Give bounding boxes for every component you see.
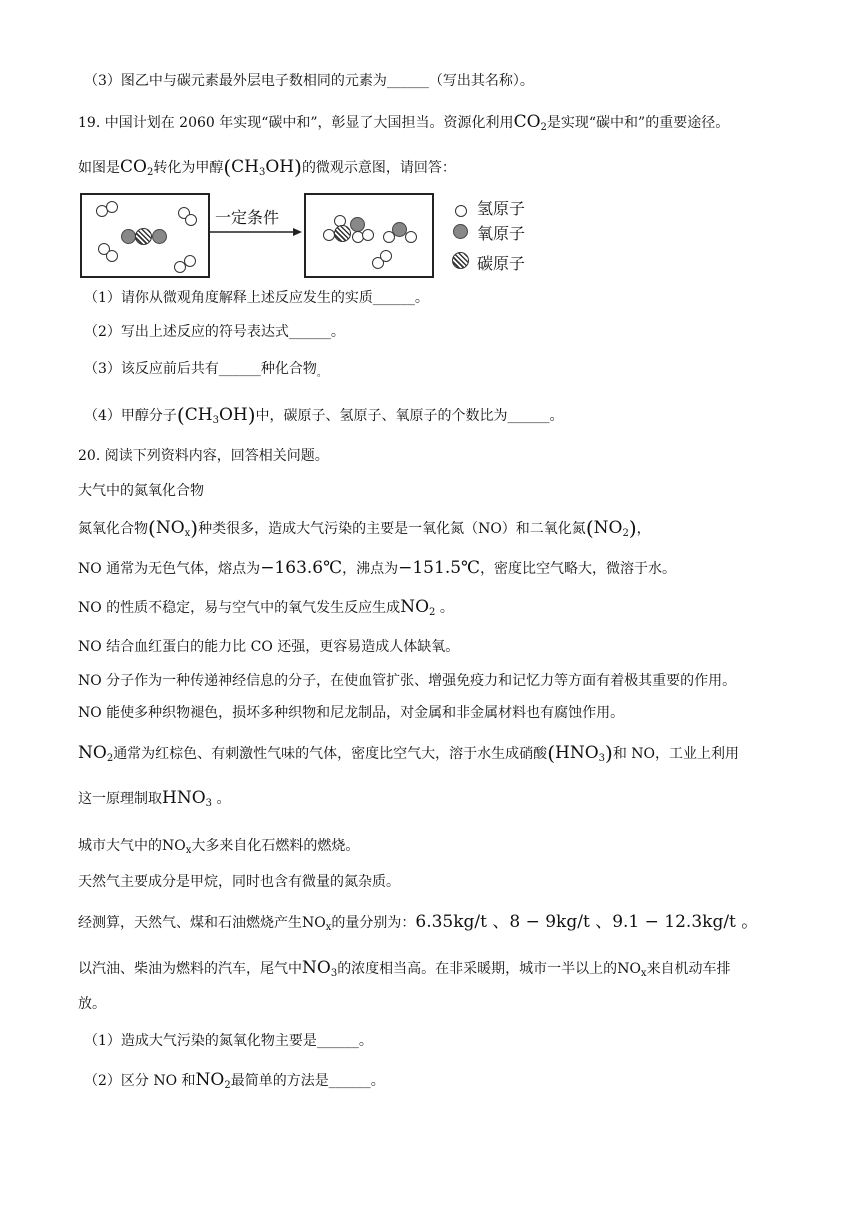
hydrogen-atom: [380, 250, 392, 262]
hydrogen-atom: [362, 229, 374, 241]
q20-para-2: NO 通常为无色气体，熔点为−163.6℃，沸点为−151.5℃，密度比空气略大，微溶于水。: [78, 558, 677, 578]
q20-para-6: NO 能使多种织物褪色，损坏多种织物和尼龙制品，对金属和非金属材料也有腐蚀作用。: [78, 705, 625, 721]
q19-figure-caption: 如图是$CO_2$转化为甲醇$(CH_3OH)$的微观示意图，请回答：: [78, 155, 456, 179]
q20-para-11: 经测算，天然气、煤和石油燃烧产生$NO_x$的量分别为：6.35kg/t 、8 − 9kg/t 、9.1 − 12.3kg/t 。: [78, 912, 759, 933]
reaction-condition-label: 一定条件: [215, 208, 280, 227]
hydrogen-atom: [185, 214, 197, 226]
carbon-atom: [334, 225, 351, 242]
q20-para-10: 天然气主要成分是甲烷，同时也含有微量的氮杂质。: [78, 874, 400, 890]
q20-para-5: NO 分子作为一种传递神经信息的分子，在使血管扩张、增强免疫力和记忆力等方面有着极其重要的作用。: [78, 673, 737, 689]
hydrogen-atom: [106, 201, 118, 213]
q20-para-7: $NO_2$通常为红棕色、有刺激性气味的气体，密度比空气大，溶于水生成硝酸$(HNO_3)$和 NO，工业上利用: [78, 741, 740, 765]
q19-sub2: （2）写出上述反应的符号表达式______。: [84, 324, 345, 340]
products-box: [304, 193, 434, 278]
reactants-box: [80, 193, 210, 278]
legend-oxygen-label: 氧原子: [477, 224, 526, 243]
carbon-atom: [135, 228, 152, 245]
legend-carbon-label: 碳原子: [477, 254, 526, 273]
oxygen-atom: [350, 217, 365, 232]
q20-heading: 大气中的氮氧化合物: [78, 483, 204, 499]
q20-para-12: 以汽油、柴油为燃料的汽车，尾气中$NO_3$的浓度相当高。在非采暖期，城市一半以上的$NO_x$来自机动车排: [78, 958, 731, 979]
q20-para-3: NO 的性质不稳定，易与空气中的氧气发生反应生成$NO_2$ 。: [78, 597, 454, 618]
hydrogen-atom: [405, 231, 417, 243]
q19-sub3: （3）该反应前后共有______种化合物$_。$: [84, 361, 327, 379]
q20-para-13: 放。: [78, 996, 106, 1012]
q20-sub2: （2）区分 NO 和$NO_2$最简单的方法是______。: [84, 1070, 385, 1091]
q19-intro: 19. 中国计划在 2060 年实现“碳中和”，彰显了大国担当。资源化利用$CO_2$是实现“碳中和”的重要途径。: [78, 112, 730, 133]
q20-para-4: NO 结合血红蛋白的能力比 CO 还强，更容易造成人体缺氧。: [78, 639, 460, 655]
q18-sub3: （3）图乙中与碳元素最外层电子数相同的元素为______（写出其名称）。: [84, 73, 534, 89]
q20-para-8: 这一原理制取$HNO_3$ 。: [78, 788, 231, 809]
hydrogen-atom: [106, 250, 118, 262]
legend-hydrogen-label: 氢原子: [477, 199, 526, 218]
q20-title: 20. 阅读下列资料内容，回答相关问题。: [78, 448, 329, 464]
q19-sub4: （4）甲醇分子$(CH_3OH)$中，碳原子、氢原子、氧原子的个数比为______。: [84, 403, 564, 427]
q19-sub1: （1）请你从微观角度解释上述反应发生的实质______。: [84, 290, 429, 306]
legend-oxygen-icon: [453, 224, 468, 239]
q20-sub1: （1）造成大气污染的氮氧化物主要是______。: [84, 1033, 373, 1049]
q20-para-1: 氮氧化合物$(NO_x)$种类很多，造成大气污染的主要是一氧化氮（NO）和二氧化氮$(NO_2)$，: [78, 516, 651, 540]
oxygen-atom: [152, 229, 167, 244]
oxygen-atom: [121, 229, 136, 244]
reaction-arrow-icon: [208, 226, 304, 238]
q20-para-9: 城市大气中的$NO_x$大多来自化石燃料的燃烧。: [78, 838, 360, 856]
hydrogen-atom: [184, 255, 196, 267]
legend-carbon-icon: [452, 252, 469, 269]
legend-hydrogen-icon: [455, 205, 467, 217]
